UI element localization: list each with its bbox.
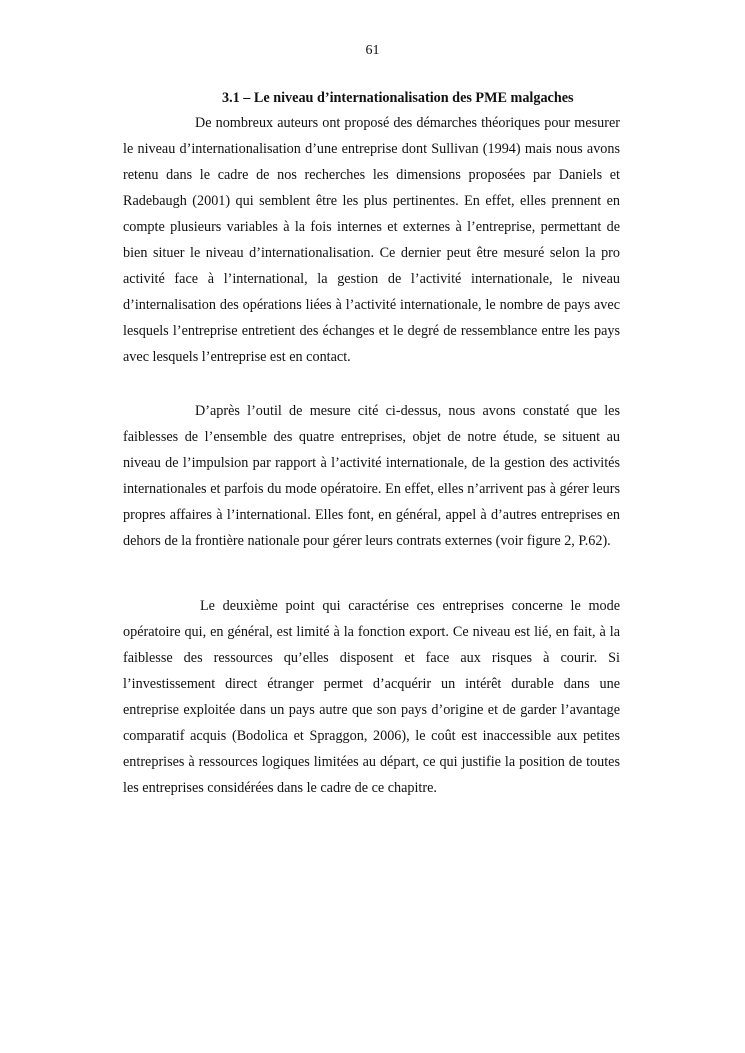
section-heading: 3.1 – Le niveau d’internationalisation des PME malgaches: [222, 90, 574, 106]
paragraph-1: De nombreux auteurs ont proposé des démarches théoriques pour mesurer le niveau d’internationalisation d’une entreprise dont Sullivan (1994) mais nous avons retenu dans le cadre de nos recherches les dimensions proposées par Daniels et Radebaugh (2001) qui semblent être les plus pertinentes. En effet, elles prennent en compte plusieurs variables à la fois internes et externes à l’entreprise, permettant de bien situer le niveau d’internationalisation. Ce dernier peut être mesuré selon la pro activité face à l’international, la gestion de l’activité internationale, le niveau d’internalisation des opérations liées à l’activité internationale, le nombre de pays avec lesquels l’entreprise entretient des échanges et le degré de ressemblance entre les pays avec lesquels l’entreprise est en contact.: [123, 115, 620, 365]
paragraph-2: D’après l’outil de mesure cité ci-dessus, nous avons constaté que les faiblesses de l’ensemble des quatre entreprises, objet de notre étude, se situent au niveau de l’impulsion par rapport à l’activité internationale, de la gestion des activités internationales et parfois du mode opératoire. En effet, elles n’arrivent pas à gérer leurs propres affaires à l’international. Elles font, en général, appel à d’autres entreprises en dehors de la frontière nationale pour gérer leurs contrats externes (voir figure 2, P.62).: [123, 403, 620, 549]
page-number: 61: [365, 43, 380, 58]
paragraph-3: Le deuxième point qui caractérise ces entreprises concerne le mode opératoire qui, en général, est limité à la fonction export. Ce niveau est lié, en fait, à la faiblesse des ressources qu’elles disposent et face aux risques à courir. Si l’investissement direct étranger permet d’acquérir un intérêt durable dans une entreprise exploitée dans un pays autre que son pays d’origine et de garder l’avantage comparatif acquis (Bodolica et Spraggon, 2006), le coût est inaccessible aux petites entreprises à ressources logiques limitées au départ, ce qui justifie la position de toutes les entreprises considérées dans le cadre de ce chapitre.: [123, 598, 620, 796]
